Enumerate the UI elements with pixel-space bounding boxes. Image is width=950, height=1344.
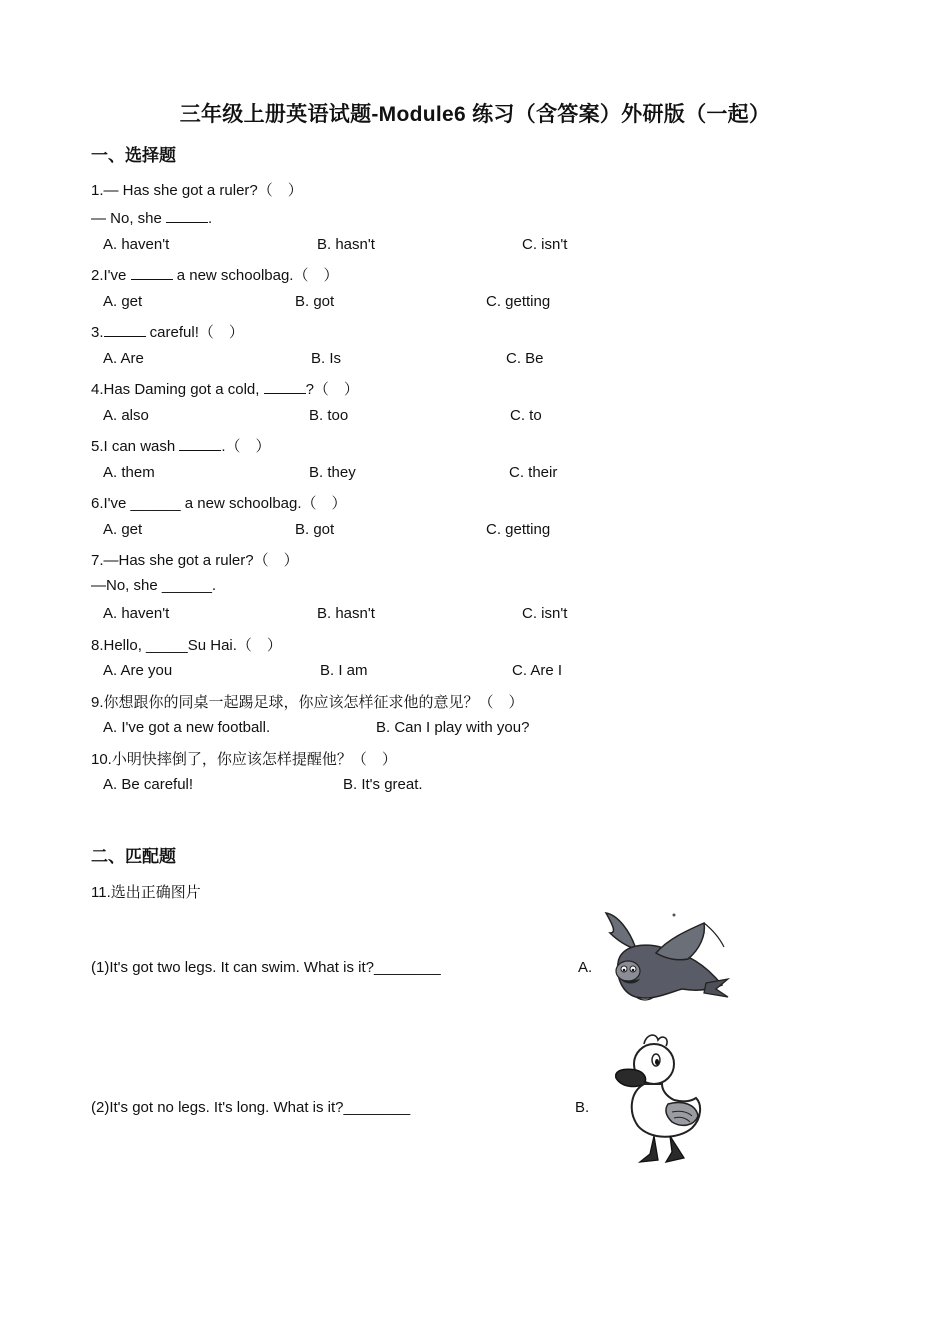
match-label-a: A. [578,959,593,976]
question-3-stem-pre: 3. [91,324,104,341]
question-5-stem-post: .（ ） [221,438,271,455]
question-3-stem [91,321,244,342]
question-2-option-b: B. got [295,293,335,310]
question-6-option-c: C. getting [486,521,551,538]
question-7-option-a: A. haven't [103,605,170,622]
question-10-option-a: A. Be careful! [103,776,194,793]
section-heading-choice: 一、选择题 [91,146,176,165]
question-9-option-b: B. Can I play with you? [376,719,530,736]
question-4-stem-post: ?（ ） [305,381,359,398]
question-6-option-b: B. got [295,521,335,538]
question-1-stem2-end: . [208,210,213,227]
question-3-stem-post: careful!（ ） [145,324,244,341]
question-7-stem: 7.—Has she got a ruler?（ ） [91,552,299,569]
question-1-option-b: B. hasn't [317,236,375,253]
match-prompt-2: (2)It's got no legs. It's long. What is it?________ [91,1099,411,1116]
page-title: 三年级上册英语试题-Module6 练习（含答案）外研版（一起） [179,103,771,126]
match-label-b: B. [575,1099,590,1116]
question-8-option-b: B. I am [320,662,368,679]
section-heading-match: 二、匹配题 [91,847,176,866]
question-11-stem: 11.选出正确图片 [91,884,201,901]
question-3-option-b: B. Is [311,350,342,367]
question-8-stem: 8.Hello, _____Su Hai.（ ） [91,637,282,654]
question-1-option-a: A. haven't [103,236,170,253]
question-5-option-a: A. them [103,464,155,481]
question-1-stem-line2 [91,208,212,227]
question-5-option-b: B. they [309,464,356,481]
answer-blank [166,208,208,223]
question-6-stem: 6.I've ______ a new schoolbag.（ ） [91,495,347,512]
question-10-option-b: B. It's great. [343,776,423,793]
answer-blank [104,322,146,337]
question-2-option-a: A. get [103,293,143,310]
question-9-option-a: A. I've got a new football. [103,719,271,736]
bird-picture [596,905,730,1005]
question-2-option-c: C. getting [486,293,551,310]
question-7-stem-line2: —No, she ______. [91,577,217,594]
question-8-option-a: A. Are you [103,662,173,679]
question-4-option-a: A. also [103,407,149,424]
question-2-stem-post: a new schoolbag.（ ） [172,267,339,284]
question-3-option-a: A. Are [103,350,144,367]
duck-picture [610,1030,710,1166]
question-7-option-c: C. isn't [522,605,568,622]
question-10-stem: 10.小明快摔倒了，你应该怎样提醒他？（ ） [91,751,397,768]
question-8-option-c: C. Are I [512,662,563,679]
question-5-option-c: C. their [509,464,558,481]
question-5-stem-pre: 5.I can wash [91,438,180,455]
question-1-option-c: C. isn't [522,236,568,253]
question-9-stem: 9.你想跟你的同桌一起踢足球，你应该怎样征求他的意见？（ ） [91,694,524,711]
question-4-stem [91,378,359,399]
answer-blank [179,436,221,451]
question-1-stem2-text: — No, she [91,210,167,227]
question-1-stem: 1.— Has she got a ruler?（ ） [91,182,303,199]
question-4-option-b: B. too [309,407,349,424]
question-5-stem [91,435,271,456]
question-4-option-c: C. to [510,407,542,424]
answer-blank [264,379,306,394]
question-2-stem-pre: 2.I've [91,267,131,284]
question-4-stem-pre: 4.Has Daming got a cold, [91,381,264,398]
question-3-option-c: C. Be [506,350,544,367]
question-7-option-b: B. hasn't [317,605,375,622]
question-6-option-a: A. get [103,521,143,538]
match-prompt-1: (1)It's got two legs. It can swim. What is it?________ [91,959,441,976]
question-2-stem [91,264,338,285]
answer-blank [131,265,173,280]
